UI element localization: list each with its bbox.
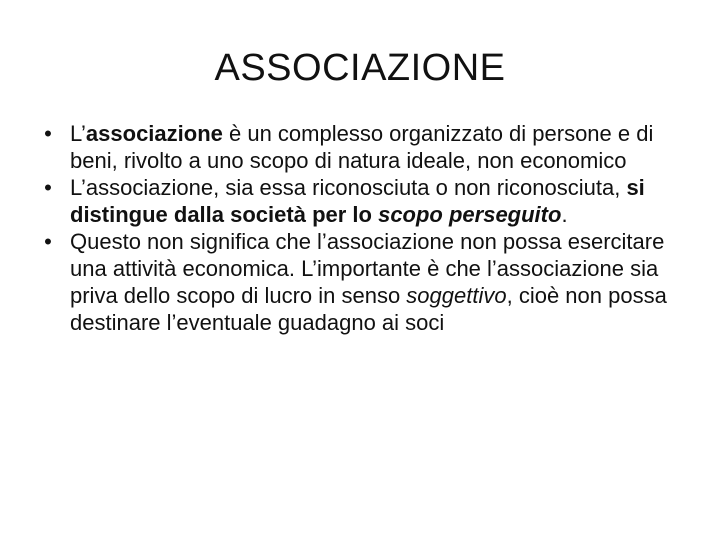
bullet-text <box>70 229 667 335</box>
bullet-icon: • <box>44 121 52 146</box>
bullet-text <box>70 121 653 173</box>
text-segment: è un complesso organizzato di persone e di beni, rivolto a uno scopo di natura ideale, non economico <box>70 121 654 173</box>
bold-italic-phrase: scopo perseguito <box>378 202 562 227</box>
bullet-icon: • <box>44 229 52 254</box>
bold-phrase: si distingue dalla società per lo <box>70 175 645 227</box>
bullet-item-economic-activity <box>36 228 686 336</box>
text-segment: , cioè non possa destinare l’eventuale guadagno ai soci <box>70 283 667 335</box>
bullet-item-distinction <box>36 174 686 228</box>
bullet-list <box>36 120 686 336</box>
text-segment: L’ <box>70 121 86 146</box>
text-segment: Questo non significa che l’associazione non possa esercitare una attività economica. L’importante è che l’associazione sia priva dello scopo di lucro in senso <box>70 229 665 308</box>
bullet-icon: • <box>44 175 52 200</box>
bold-term: associazione <box>85 121 223 146</box>
slide-title: ASSOCIAZIONE <box>214 47 506 89</box>
text-segment: L’associazione, sia essa riconosciuta o non riconosciuta, <box>70 175 627 200</box>
italic-term: soggettivo <box>406 283 507 308</box>
bullet-text <box>70 175 645 227</box>
text-segment: . <box>561 202 568 227</box>
bullet-item-definition <box>36 120 686 174</box>
